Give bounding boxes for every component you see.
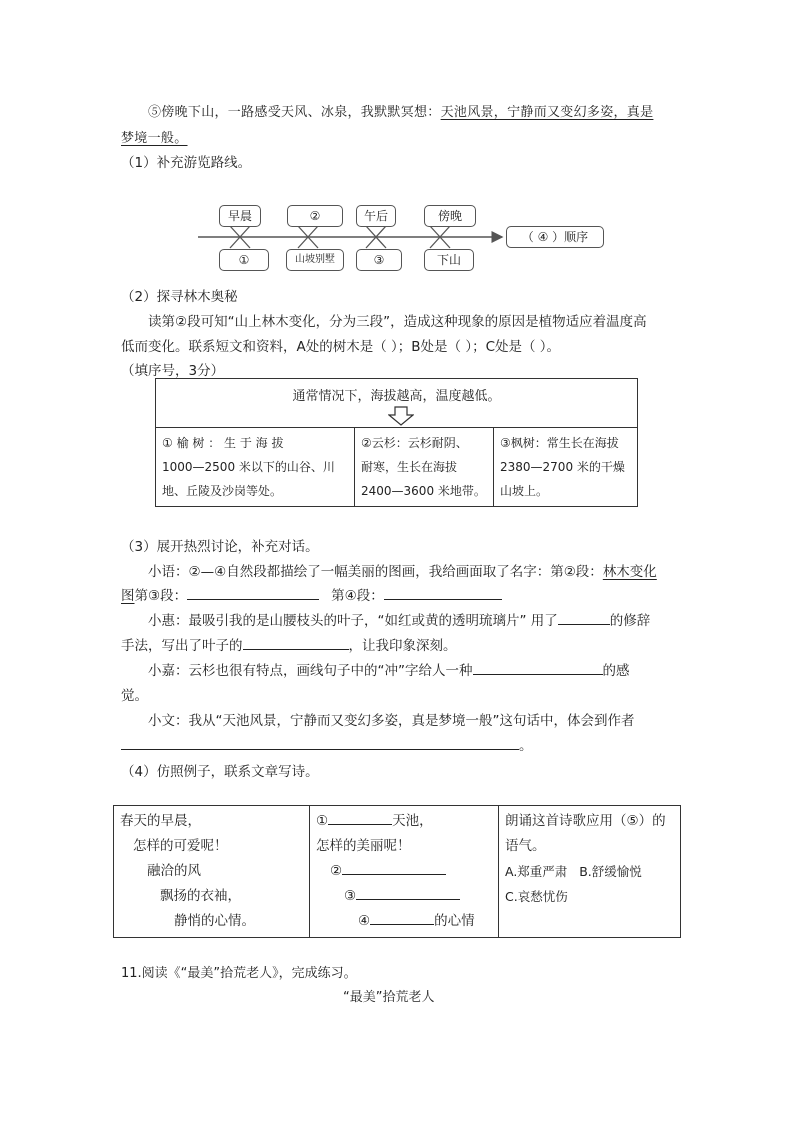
q11-article-title: “最美”拾荒老人	[343, 990, 435, 1005]
route-box-3: ③	[356, 249, 402, 271]
p5-line1-plain: ⑤傍晚下山，一路感受天风、冰泉，我默默冥想：	[148, 105, 441, 120]
xiaojia-line1: 小嘉：云杉也很有特点，画线句子中的“冲”字给人一种 的感	[148, 659, 630, 679]
blank-poem-3[interactable]	[356, 885, 460, 900]
route-box-order: （ ④ ）顺序	[506, 226, 604, 248]
blank-para4-name[interactable]	[384, 585, 502, 600]
table-header-cell	[156, 379, 638, 428]
q2-line1: 读第②段可知“山上林木变化，分为三段”，造成这种现象的原因是植物适应着温度高	[148, 314, 647, 330]
q1-title: （1）补充游览路线。	[121, 155, 252, 171]
route-box-descend: 下山	[424, 249, 474, 271]
blank-leaf-feature[interactable]	[243, 635, 349, 650]
q2-line2: 低而变化。联系短文和资料，A处的树木是（ ）；B处是（ ）；C处是（ ）。	[121, 339, 561, 355]
poem-tone-cell: 朗诵这首诗歌应用（⑤）的 语气。 A.郑重严肃 B.舒缓愉悦 C.哀愁忧伤	[499, 806, 681, 938]
blank-poem-2[interactable]	[342, 860, 446, 875]
tree-info-table	[155, 378, 638, 507]
blank-author-feeling[interactable]	[121, 735, 519, 750]
xiaowen-line1: 小文：我从“天池风景，宁静而又变幻多姿，真是梦境一般”这句话中，体会到作者	[148, 713, 635, 729]
xiaohui-line1: 小惠：最吸引我的是山腰枝头的叶子，“如红或黄的透明琉璃片” 用了 的修辞	[148, 609, 650, 629]
poem-table	[113, 805, 681, 938]
xiaoyu-line1: 小语：②—④自然段都描绘了一幅美丽的图画，我给画面取了名字：第②段：林木变化	[148, 564, 657, 580]
poem-imitate-cell: ① 天池， 怎样的美丽呢！ ② ③ ④ 的心情	[310, 806, 499, 938]
route-box-morning: 早晨	[219, 205, 261, 227]
q11-title: 11.阅读《“最美”拾荒老人》，完成练习。	[121, 966, 357, 981]
q3-title: （3）展开热烈讨论，补充对话。	[121, 539, 319, 555]
p5-line1-underlined: 天池风景，宁静而又变幻多姿，真是	[440, 105, 654, 120]
p5-line1	[148, 101, 653, 120]
p5-line2: 梦境一般。	[121, 131, 188, 146]
route-box-1: ①	[219, 249, 269, 271]
option-b[interactable]: B.舒缓愉悦	[579, 864, 642, 879]
option-c[interactable]: C.哀愁忧伤	[505, 889, 568, 904]
blank-poem-4[interactable]	[370, 910, 434, 925]
poem-example-cell: 春天的早晨， 怎样的可爱呢！ 融洽的风 飘扬的衣袖， 静悄的心情。	[114, 806, 310, 938]
down-arrow-icon	[388, 406, 414, 426]
route-box-afternoon: 午后	[356, 205, 396, 227]
q4-title: （4）仿照例子，联系文章写诗。	[121, 764, 319, 780]
table-header-text: 通常情况下，海拔越高，温度越低。	[292, 389, 501, 404]
xiaowen-line2: 。	[121, 734, 533, 754]
route-box-2: ②	[287, 205, 343, 227]
option-a[interactable]: A.郑重严肃	[505, 864, 568, 879]
route-box-evening: 傍晚	[424, 205, 476, 227]
q2-title: （2）探寻林木奥秘	[121, 289, 238, 305]
tree-cell-maple: ③枫树：常生长在海拔 2380—2700 米的干燥 山坡上。	[494, 428, 638, 507]
route-box-villa: 山坡别墅	[286, 249, 344, 271]
tree-cell-elm: ① 榆 树 ： 生 于 海 拔 1000—2500 米以下的山谷、川 地、丘陵及沙岗等处。	[156, 428, 355, 507]
xiaoyu-line2: 图第③段： 第④段：	[121, 584, 502, 604]
blank-poem-1[interactable]	[328, 810, 392, 825]
tree-cell-spruce: ②云杉：云杉耐阴、 耐寒，生长在海拔 2400—3600 米地带。	[355, 428, 494, 507]
xiaojia-line2: 觉。	[121, 688, 148, 704]
xiaohui-line2: 手法，写出了叶子的 ，让我印象深刻。	[121, 634, 457, 654]
q2-line3: （填序号，3分）	[121, 363, 225, 379]
blank-rhetoric[interactable]	[558, 610, 610, 625]
blank-chong-feeling[interactable]	[473, 660, 603, 675]
blank-para3-name[interactable]	[187, 585, 319, 600]
